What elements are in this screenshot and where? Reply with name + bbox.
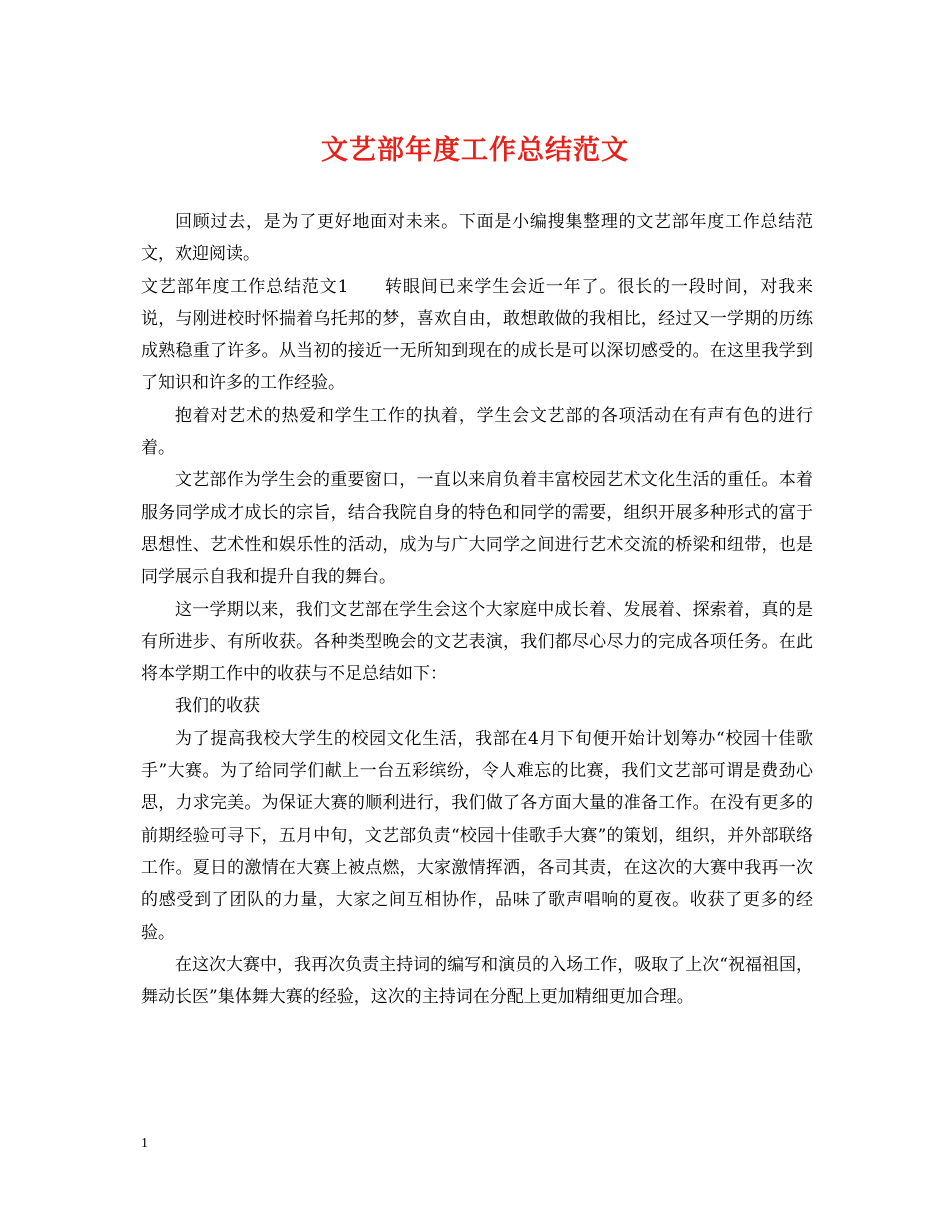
paragraph-singer-contest: 为了提高我校大学生的校园文化生活，我部在4月下旬便开始计划筹办“校园十佳歌手”大赛。为了给同学们献上一台五彩缤纷，令人难忘的比赛，我们文艺部可谓是费劲心思，力求完美。为保证大赛的顺利进行，我们做了各方面大量的准备工作。在没有更多的前期经验可寻下，五月中旬，文艺部负责“校园十佳歌手大赛”的策划，组织，并外部联络工作。夏日的激情在大赛上被点燃，大家激情挥洒，各司其责，在这次的大赛中我再一次的感受到了团队的力量，大家之间互相协作，品味了歌声唱响的夏夜。收获了更多的经验。 (141, 728, 813, 943)
paragraph-subheading-harvest: 我们的收获 (175, 696, 260, 717)
paragraph-art-passion: 抱着对艺术的热爱和学生工作的执着，学生会文艺部的各项活动在有声有色的进行着。 (141, 405, 813, 459)
paragraph-intro: 回顾过去，是为了更好地面对未来。下面是小编搜集整理的文艺部年度工作总结范文，欢迎阅读。 (141, 212, 813, 265)
page-number: 1 (141, 1136, 148, 1151)
document-body (141, 206, 813, 1013)
paragraph-semester-summary: 这一学期以来，我们文艺部在学生会这个大家庭中成长着、发展着、探索着，真的是有所进步、有所收获。各种类型晚会的文艺表演，我们都尽心尽力的完成各项任务。在此将本学期工作中的收获与不足总结如下： (141, 599, 813, 685)
paragraph-host-script: 在这次大赛中，我再次负责主持词的编写和演员的入场工作，吸取了上次“祝福祖国，舞动长医”集体舞大赛的经验，这次的主持词在分配上更加精细更加合理。 (141, 954, 813, 1008)
paragraph-section-heading-1: 文艺部年度工作总结范文1 转眼间已来学生会近一年了。很长的一段时间，对我来说，与刚进校时怀揣着乌托邦的梦，喜欢自由，敢想敢做的我相比，经过又一学期的历练成熟稳重了许多。从当初的接近一无所知到现在的成长是可以深切感受的。在这里我学到了知识和许多的工作经验。 (141, 276, 813, 394)
paragraph-department-role: 文艺部作为学生会的重要窗口，一直以来肩负着丰富校园艺术文化生活的重任。本着服务同学成才成长的宗旨，结合我院自身的特色和同学的需要，组织开展多种形式的富于思想性、艺术性和娱乐性的活动，成为与广大同学之间进行艺术交流的桥梁和纽带，也是同学展示自我和提升自我的舞台。 (141, 470, 813, 588)
document-title: 文艺部年度工作总结范文 (321, 135, 629, 166)
